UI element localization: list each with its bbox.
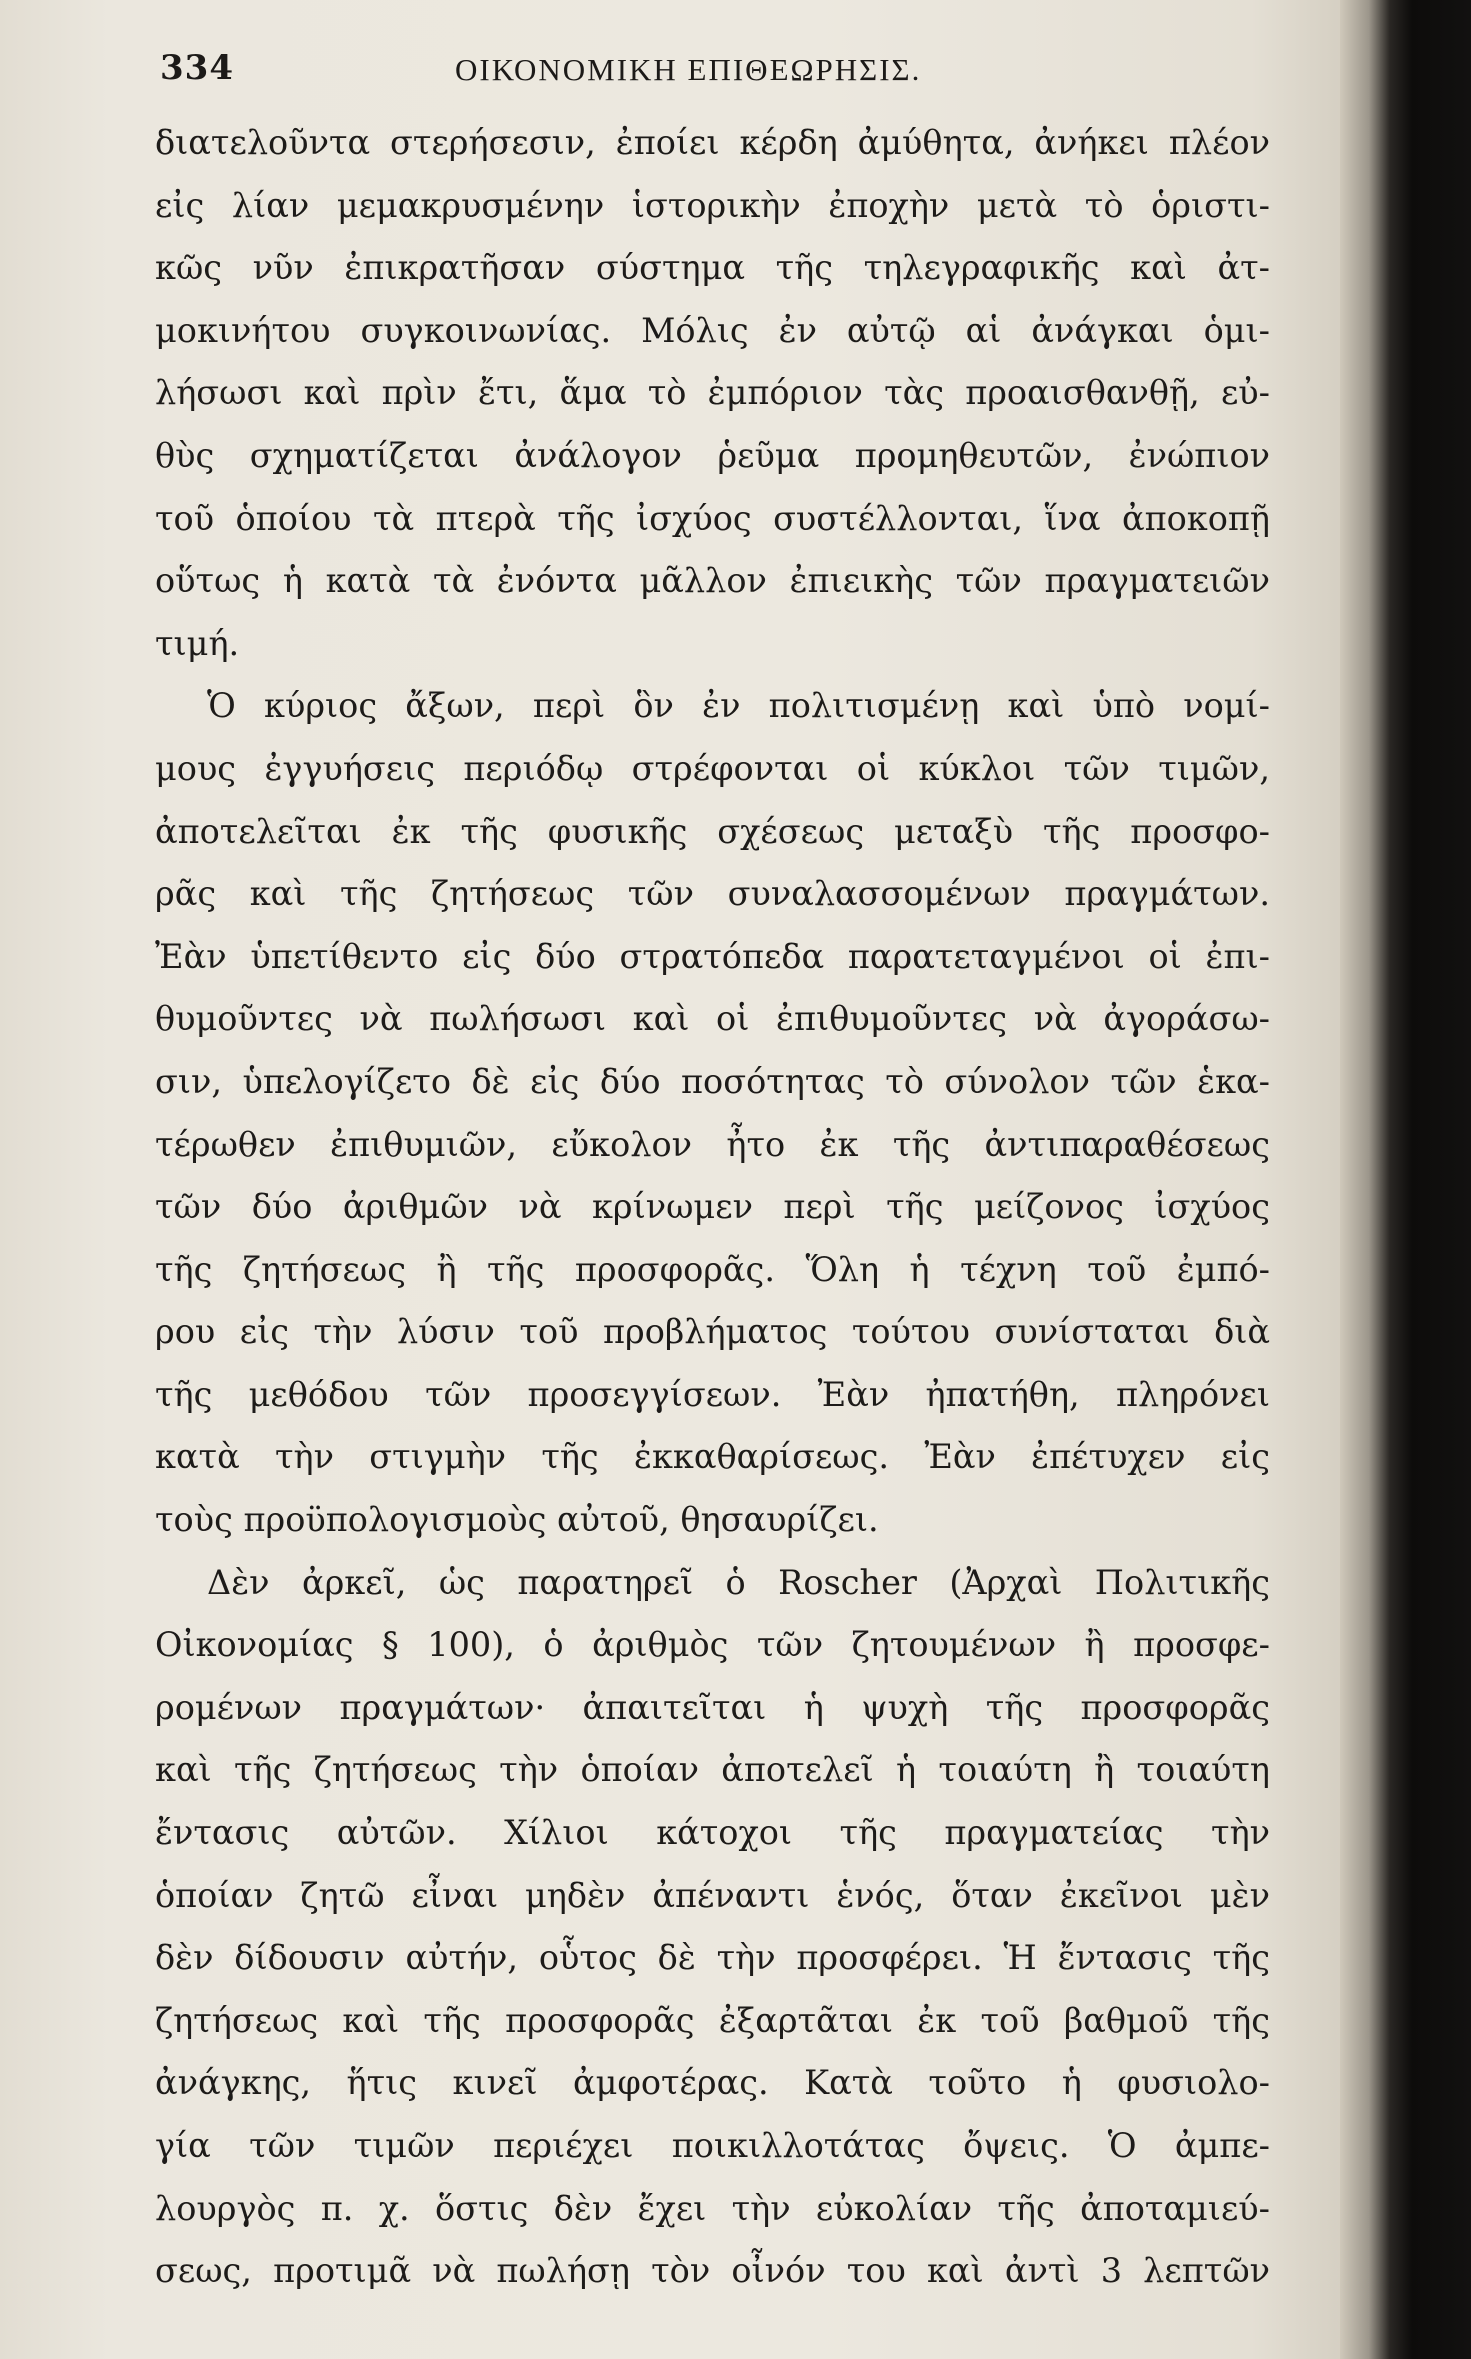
text-line: τῶν δύο ἀριθμῶν νὰ κρίνωμεν περὶ τῆς μείζονος ἰσχύος [155,1187,1270,1227]
text-line: σιν, ὑπελογίζετο δὲ εἰς δύο ποσότητας τὸ σύνολον τῶν ἑκα- [155,1061,1270,1101]
text-line: τοῦ ὁποίου τὰ πτερὰ τῆς ἰσχύος συστέλλονται, ἵνα ἀποκοπῇ [155,498,1270,538]
text-line: ζητήσεως καὶ τῆς προσφορᾶς ἐξαρτᾶται ἐκ τοῦ βαθμοῦ τῆς [155,2000,1270,2040]
text-line: μους ἐγγυήσεις περιόδῳ στρέφονται οἱ κύκλοι τῶν τιμῶν, [155,748,1270,788]
text-line: τοὺς προϋπολογισμοὺς αὐτοῦ, θησαυρίζει. [155,1500,879,1540]
text-line: ρᾶς καὶ τῆς ζητήσεως τῶν συναλασσομένων πραγμάτων. [155,874,1270,914]
text-line: ἀποτελεῖται ἐκ τῆς φυσικῆς σχέσεως μεταξὺ τῆς προσφο- [155,811,1270,851]
text-line: Ἐὰν ὑπετίθεντο εἰς δύο στρατόπεδα παρατεταγμένοι οἱ ἐπι- [155,936,1270,976]
text-line: οὕτως ἡ κατὰ τὰ ἐνόντα μᾶλλον ἐπιεικὴς τῶν πραγματειῶν [155,561,1270,601]
text-line: καὶ τῆς ζητήσεως τὴν ὁποίαν ἀποτελεῖ ἡ τοιαύτη ἢ τοιαύτη [155,1750,1270,1790]
text-line: ὁποίαν ζητῶ εἶναι μηδὲν ἀπέναντι ἑνός, ὅταν ἐκεῖνοι μὲν [155,1875,1270,1915]
text-line: τῆς ζητήσεως ἢ τῆς προσφορᾶς. Ὅλη ἡ τέχνη τοῦ ἐμπό- [155,1249,1270,1289]
text-line: ρου εἰς τὴν λύσιν τοῦ προβλήματος τούτου συνίσταται διὰ [155,1312,1270,1352]
text-line: κατὰ τὴν στιγμὴν τῆς ἐκκαθαρίσεως. Ἐὰν ἐπέτυχεν εἰς [155,1437,1270,1477]
running-title: ΟΙΚΟΝΟΜΙΚΗ ΕΠΙΘΕΩΡΗΣΙΣ. [455,52,922,87]
text-line: λήσωσι καὶ πρὶν ἔτι, ἅμα τὸ ἐμπόριον τὰς προαισθανθῇ, εὐ- [155,373,1270,413]
text-line: θυμοῦντες νὰ πωλήσωσι καὶ οἱ ἐπιθυμοῦντες νὰ ἀγοράσω- [155,999,1270,1039]
book-gutter-shadow [1340,0,1471,2359]
text-line: κῶς νῦν ἐπικρατῆσαν σύστημα τῆς τηλεγραφικῆς καὶ ἀτ- [155,248,1270,288]
page-header [160,42,1280,102]
text-line: γία τῶν τιμῶν περιέχει ποικιλλοτάτας ὄψεις. Ὁ ἀμπε- [155,2126,1270,2165]
text-line: εἰς λίαν μεμακρυσμένην ἱστορικὴν ἐποχὴν μετὰ τὸ ὁριστι- [155,185,1270,225]
page-number: 334 [160,48,234,88]
text-line: θὺς σχηματίζεται ἀνάλογον ῥεῦμα προμηθευτῶν, ἐνώπιον [155,435,1270,475]
text-line: τῆς μεθόδου τῶν προσεγγίσεων. Ἐὰν ἠπατήθη, πληρόνει [155,1374,1270,1414]
body-text [155,112,1270,2303]
text-line: τιμή. [155,623,240,663]
text-line: ἀνάγκης, ἥτις κινεῖ ἀμφοτέρας. Κατὰ τοῦτο ἡ φυσιολο- [155,2063,1270,2103]
text-line: σεως, προτιμᾶ νὰ πωλήσῃ τὸν οἶνόν του καὶ ἀντὶ 3 λεπτῶν [155,2251,1270,2291]
paragraph-start-line: Ὁ κύριος ἄξων, περὶ ὃν ἐν πολιτισμένῃ καὶ ὑπὸ νομί- [207,686,1270,726]
text-line: ρομένων πραγμάτων· ἀπαιτεῖται ἡ ψυχὴ τῆς προσφορᾶς [155,1687,1270,1727]
text-line: λουργὸς π. χ. ὅστις δὲν ἔχει τὴν εὐκολίαν τῆς ἀποταμιεύ- [155,2188,1270,2228]
text-line: Οἰκονομίας § 100), ὁ ἀριθμὸς τῶν ζητουμένων ἢ προσφε- [155,1625,1270,1665]
text-line: μοκινήτου συγκοινωνίας. Μόλις ἐν αὐτῷ αἱ ἀνάγκαι ὁμι- [155,310,1270,350]
text-line: δὲν δίδουσιν αὐτήν, οὗτος δὲ τὴν προσφέρει. Ἡ ἔντασις τῆς [155,1938,1270,1978]
paragraph-start-line: Δὲν ἀρκεῖ, ὡς παρατηρεῖ ὁ Roscher (Ἀρχαὶ Πολιτικῆς [207,1562,1270,1602]
text-line: τέρωθεν ἐπιθυμιῶν, εὔκολον ἦτο ἐκ τῆς ἀντιπαραθέσεως [155,1124,1270,1164]
text-line: ἔντασις αὐτῶν. Χίλιοι κάτοχοι τῆς πραγματείας τὴν [155,1813,1270,1853]
text-line: διατελοῦντα στερήσεσιν, ἐποίει κέρδη ἀμύθητα, ἀνήκει πλέον [155,123,1270,162]
